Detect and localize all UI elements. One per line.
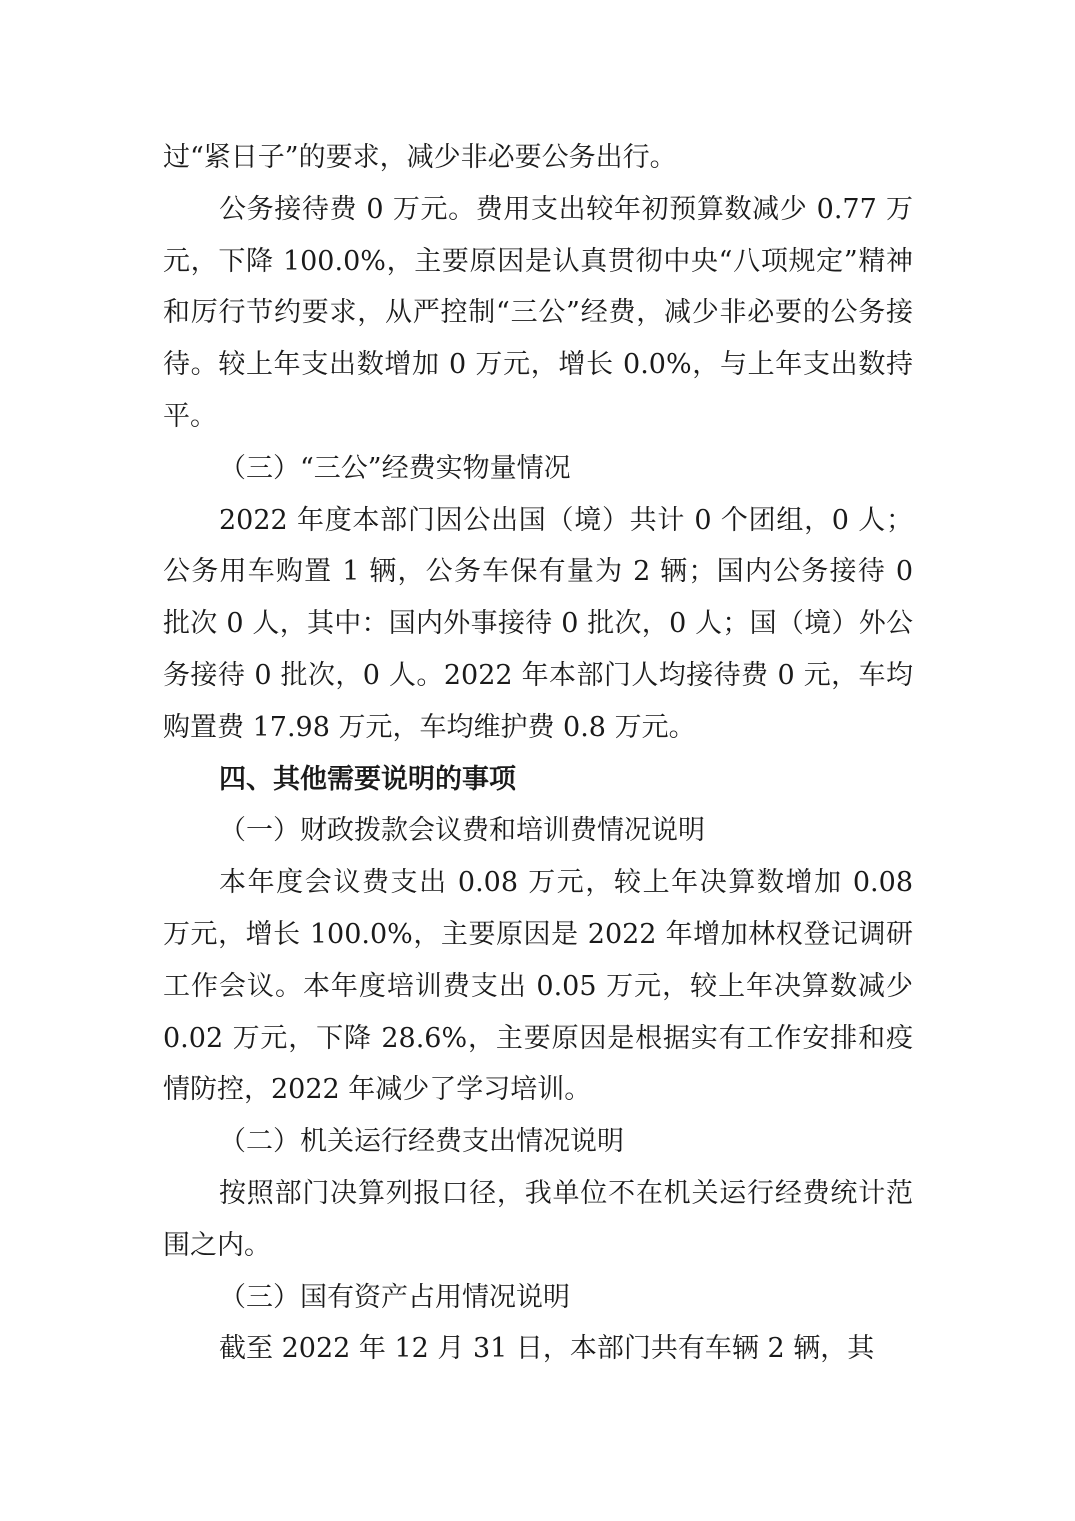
paragraph-reception-expense: 公务接待费 0 万元。费用支出较年初预算数减少 0.77 万元，下降 100.0%，主要原因是认真贯彻中央“八项规定”精神和厉行节约要求，从严控制“三公”经费，减少非必要的公务接待。较上年支出数增加 0 万元，增长 0.0%，与上年支出数持平。 xyxy=(163,193,913,432)
document-body xyxy=(163,132,913,1375)
subheading-physical-quantity: （三）“三公”经费实物量情况 xyxy=(219,452,571,484)
paragraph-continuation: 过“紧日子”的要求，减少非必要公务出行。 xyxy=(163,142,677,173)
paragraph-state-assets: 截至 2022 年 12 月 31 日，本部门共有车辆 2 辆，其 xyxy=(219,1333,875,1365)
section-heading-other-matters: 四、其他需要说明的事项 xyxy=(219,763,516,795)
subheading-state-assets: （三）国有资产占用情况说明 xyxy=(219,1281,570,1313)
subheading-meeting-training: （一）财政拨款会议费和培训费情况说明 xyxy=(219,815,705,847)
paragraph-physical-quantity: 2022 年度本部门因公出国（境）共计 0 个团组，0 人；公务用车购置 1 辆，公务车保有量为 2 辆；国内公务接待 0 批次 0 人，其中：国内外事接待 0 批次，0 人；国（境）外公务接待 0 批次，0 人。2022 年本部门人均接待费 0 元，车均购置费 17.98 万元，车均维护费 0.8 万元。 xyxy=(163,504,913,743)
subheading-operating-expense: （二）机关运行经费支出情况说明 xyxy=(219,1126,624,1158)
paragraph-operating-expense: 按照部门决算列报口径，我单位不在机关运行经费统计范围之内。 xyxy=(163,1177,913,1261)
paragraph-meeting-training: 本年度会议费支出 0.08 万元，较上年决算数增加 0.08 万元，增长 100.0%，主要原因是 2022 年增加林权登记调研工作会议。本年度培训费支出 0.05 万元，较上年决算数减少 0.02 万元，下降 28.6%，主要原因是根据实有工作安排和疫情防控，2022 年减少了学习培训。 xyxy=(163,867,913,1106)
